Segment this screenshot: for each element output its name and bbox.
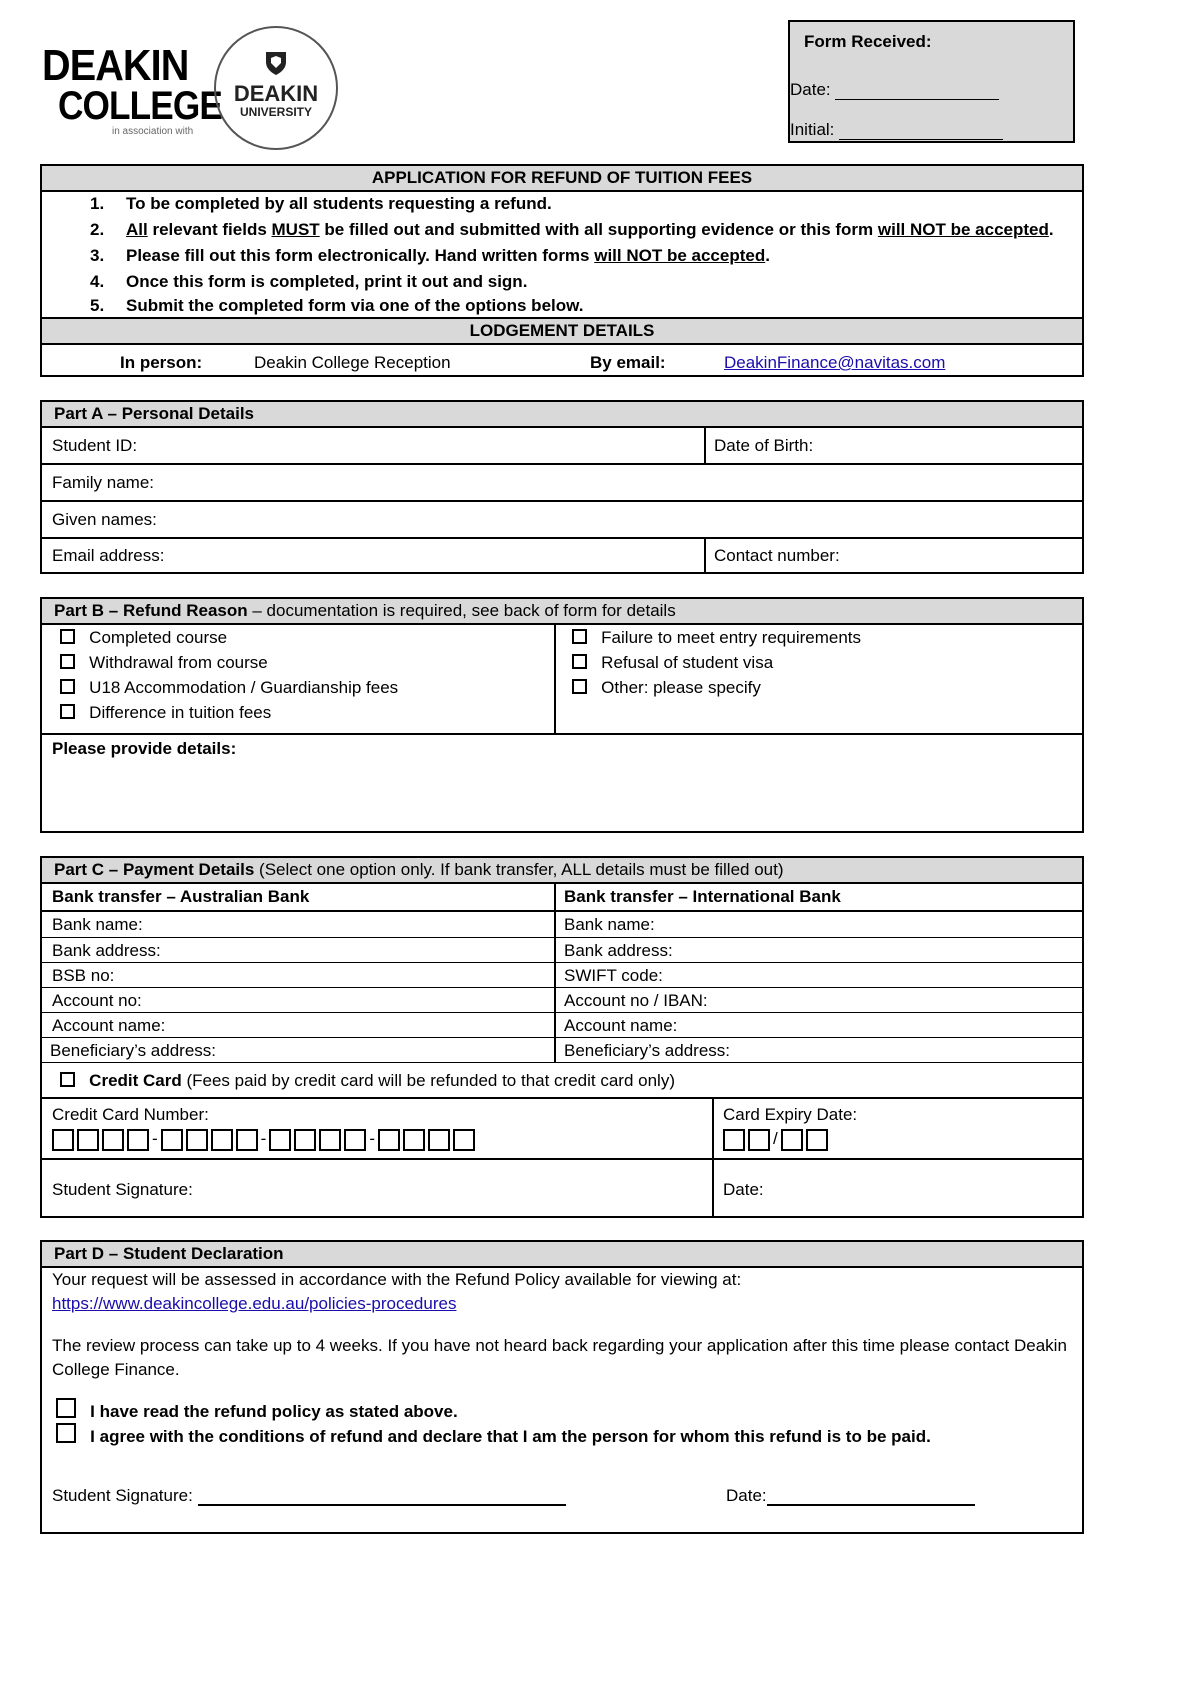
checkbox[interactable]	[60, 654, 75, 669]
email-address-field[interactable]: Email address:	[52, 546, 165, 565]
shield-icon	[264, 50, 288, 76]
part-a-title: Part A – Personal Details	[42, 402, 1082, 428]
given-names-field[interactable]: Given names:	[52, 510, 157, 529]
declaration-date[interactable]: Date:	[726, 1486, 975, 1506]
checkbox[interactable]	[56, 1398, 76, 1418]
checkbox[interactable]	[60, 629, 75, 644]
cc-signature-field[interactable]: Student Signature:	[52, 1180, 193, 1199]
cc-number-label: Credit Card Number:	[52, 1105, 209, 1124]
contact-number-field[interactable]: Contact number:	[714, 546, 840, 565]
checkbox[interactable]	[572, 654, 587, 669]
policy-text: Your request will be assessed in accordance with the Refund Policy available for viewing at:	[52, 1270, 742, 1289]
policy-link[interactable]: https://www.deakincollege.edu.au/policies-procedures	[52, 1294, 457, 1313]
intl-bank-header: Bank transfer – International Bank	[564, 887, 841, 906]
au-account-no[interactable]: Account no:	[52, 991, 142, 1010]
given-names-row	[42, 502, 1082, 539]
reason-option[interactable]: U18 Accommodation / Guardianship fees	[60, 675, 398, 700]
au-bsb[interactable]: BSB no:	[52, 966, 115, 985]
intl-swift[interactable]: SWIFT code:	[564, 966, 663, 985]
au-account-name[interactable]: Account name:	[52, 1016, 166, 1035]
intl-account-iban[interactable]: Account no / IBAN:	[564, 991, 708, 1010]
intl-bank-name[interactable]: Bank name:	[564, 915, 655, 934]
declaration-signature[interactable]: Student Signature:	[52, 1486, 566, 1506]
uni-logo-bottom: UNIVERSITY	[239, 105, 312, 119]
assoc-text: in association with	[112, 126, 194, 137]
credit-card-checkbox[interactable]	[60, 1072, 75, 1087]
dob-field[interactable]: Date of Birth:	[714, 436, 814, 455]
checkbox[interactable]	[60, 679, 75, 694]
in-person-label: In person:	[120, 353, 203, 372]
instruction-item: 5. Submit the completed form via one of the options below.	[90, 296, 584, 315]
email-row	[42, 539, 1082, 574]
lodgement-row	[42, 345, 1082, 383]
au-beneficiary-address[interactable]: Beneficiary’s address:	[50, 1041, 216, 1060]
form-received-title: Form Received:	[804, 32, 932, 51]
part-b-section	[40, 597, 1084, 833]
reason-option[interactable]: Difference in tuition fees	[60, 700, 271, 725]
in-person-value: Deakin College Reception	[254, 353, 451, 372]
part-c-section	[40, 856, 1084, 1218]
office-date-label: Date:	[790, 80, 831, 99]
reason-option[interactable]: Other: please specify	[572, 675, 761, 700]
student-id-row	[42, 428, 1082, 465]
cc-date-field[interactable]: Date:	[723, 1180, 764, 1199]
deakin-university-logo	[214, 26, 338, 150]
family-name-field[interactable]: Family name:	[52, 473, 155, 492]
details-textarea[interactable]	[42, 735, 1082, 831]
credit-card-details-row	[42, 1099, 1082, 1160]
checkbox[interactable]	[572, 679, 587, 694]
college-logo-top: DEAKIN	[42, 41, 189, 90]
credit-card-option-row[interactable]: Credit Card (Fees paid by credit card will be refunded to that credit card only)	[42, 1063, 1082, 1099]
deakin-college-logo	[42, 41, 222, 137]
lodgement-title: LODGEMENT DETAILS	[42, 317, 1082, 345]
form-title: APPLICATION FOR REFUND OF TUITION FEES	[42, 166, 1082, 192]
reason-option[interactable]: Withdrawal from course	[60, 650, 268, 675]
office-initial-field[interactable]	[790, 120, 1003, 140]
details-label: Please provide details:	[52, 739, 237, 758]
email-link[interactable]: DeakinFinance@navitas.com	[724, 353, 946, 372]
intl-bank-address[interactable]: Bank address:	[564, 941, 673, 960]
reason-option[interactable]: Refusal of student visa	[572, 650, 773, 675]
checkbox[interactable]	[60, 704, 75, 719]
instruction-item: 1. To be completed by all students requesting a refund.	[90, 194, 552, 213]
instructions-list	[42, 191, 1082, 317]
form-received-box	[788, 20, 1075, 143]
instruction-item: 4. Once this form is completed, print it out and sign.	[90, 272, 528, 291]
reason-option[interactable]: Completed course	[60, 625, 227, 650]
office-initial-label: Initial:	[790, 120, 835, 139]
student-id-field[interactable]: Student ID:	[52, 436, 138, 455]
cc-expiry-input[interactable]: /	[723, 1129, 831, 1151]
declaration-check-2[interactable]: I agree with the conditions of refund and declare that I am the person for whom this refund is to be paid.	[56, 1423, 931, 1447]
intl-account-name[interactable]: Account name:	[564, 1016, 678, 1035]
office-date-field[interactable]	[790, 80, 999, 100]
cc-signature-row	[42, 1160, 1082, 1216]
email-label: By email:	[590, 353, 666, 372]
uni-logo-top: DEAKIN	[233, 81, 319, 106]
au-bank-address[interactable]: Bank address:	[52, 941, 161, 960]
part-d-title: Part D – Student Declaration	[42, 1242, 1082, 1268]
cc-expiry-label: Card Expiry Date:	[723, 1105, 858, 1124]
bank-table	[42, 884, 1082, 1062]
intl-beneficiary-address[interactable]: Beneficiary’s address:	[564, 1041, 730, 1060]
family-name-row	[42, 465, 1082, 502]
au-bank-header: Bank transfer – Australian Bank	[52, 887, 310, 906]
cc-number-input[interactable]: - - -	[52, 1129, 478, 1151]
refund-reasons-row	[42, 625, 1082, 735]
part-b-title: Part B – Refund Reason – documentation is required, see back of form for details	[42, 599, 1082, 625]
au-bank-name[interactable]: Bank name:	[52, 915, 143, 934]
checkbox[interactable]	[572, 629, 587, 644]
declaration-check-1[interactable]: I have read the refund policy as stated above.	[56, 1398, 458, 1422]
checkbox[interactable]	[56, 1423, 76, 1443]
instruction-item: 2. All relevant fields MUST be filled out and submitted with all supporting evidence or this form will NOT be accepted.	[90, 220, 1054, 239]
reason-option[interactable]: Failure to meet entry requirements	[572, 625, 861, 650]
instruction-item: 3. Please fill out this form electronically. Hand written forms will NOT be accepted.	[90, 246, 770, 265]
college-logo-bottom: COLLEGE	[58, 84, 222, 128]
instructions-section	[40, 164, 1084, 377]
review-text: The review process can take up to 4 weeks. If you have not heard back regarding your application after this time please contact Deakin College Finance.	[52, 1336, 1067, 1379]
part-c-title: Part C – Payment Details (Select one option only. If bank transfer, ALL details must be filled out)	[42, 858, 1082, 884]
part-a-section	[40, 400, 1084, 574]
part-d-section	[40, 1240, 1084, 1534]
